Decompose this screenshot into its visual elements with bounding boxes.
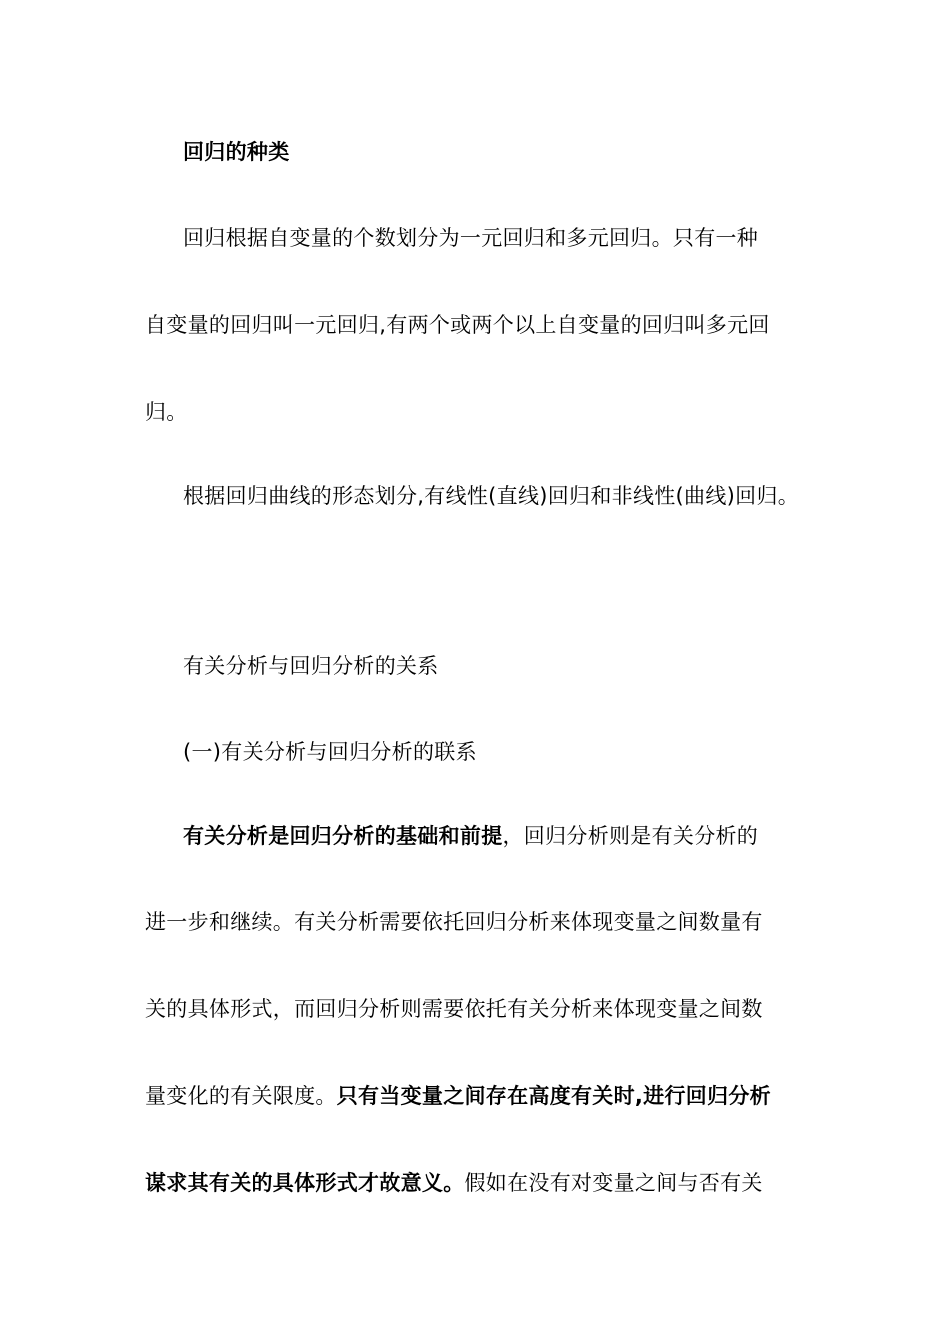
paragraph-line: 自变量的回归叫一元回归,有两个或两个以上自变量的回归叫多元回: [145, 313, 770, 337]
section-heading-relationship: 有关分析与回归分析的关系: [183, 654, 439, 678]
paragraph-line: [145, 1082, 771, 1110]
body-text: ，回归分析则是有关分析的: [502, 824, 759, 848]
paragraph-line: 归。: [145, 400, 188, 424]
paragraph-line: [183, 822, 758, 850]
subsection-heading-connection: (一)有关分析与回归分析的联系: [183, 740, 477, 764]
section-heading-regression-types: 回归的种类: [183, 140, 290, 164]
body-text: 假如在没有对变量之间与否有关: [464, 1171, 763, 1195]
emphasis-text: 只有当变量之间存在高度有关时,进行回归分析: [336, 1084, 771, 1108]
paragraph-line: 进一步和继续。有关分析需要依托回归分析来体现变量之间数量有: [145, 910, 763, 934]
emphasis-text: 谋求其有关的具体形式才故意义。: [145, 1171, 465, 1195]
paragraph-line: 关的具体形式，而回归分析则需要依托有关分析来体现变量之间数: [145, 997, 763, 1021]
paragraph-line: 根据回归曲线的形态划分,有线性(直线)回归和非线性(曲线)回归。: [183, 484, 800, 508]
paragraph-line: [145, 1169, 763, 1197]
emphasis-text: 有关分析是回归分析的基础和前提: [183, 824, 503, 848]
body-text: 量变化的有关限度。: [145, 1084, 337, 1108]
paragraph-line: 回归根据自变量的个数划分为一元回归和多元回归。只有一种: [183, 226, 759, 250]
